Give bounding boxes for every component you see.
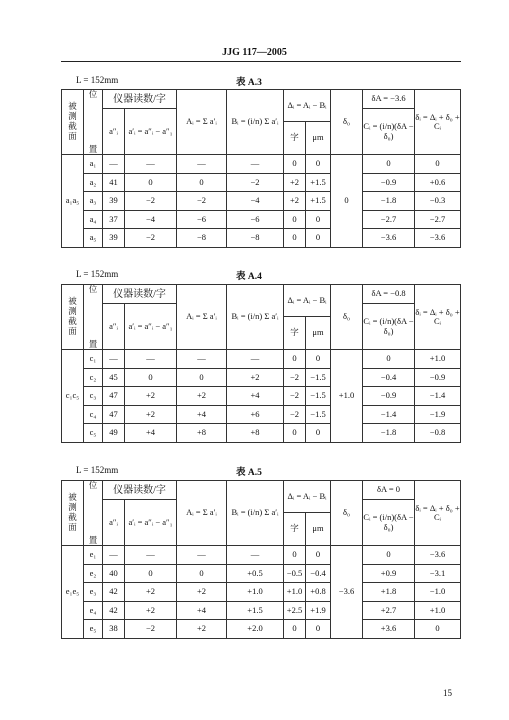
row-corrected: −2 bbox=[125, 229, 177, 248]
deltaA-header: δA = 0 bbox=[363, 481, 415, 500]
row-raw: — bbox=[103, 350, 125, 369]
row-A: — bbox=[177, 155, 227, 174]
row-A: 0 bbox=[177, 564, 227, 583]
delta0-value: +1.0 bbox=[331, 350, 363, 443]
deltaA-header: δA = −3.6 bbox=[363, 90, 415, 109]
row-B: — bbox=[227, 546, 284, 565]
row-position: c₃ bbox=[84, 387, 103, 406]
row-delta-um: 0 bbox=[306, 229, 331, 248]
row-delta-um: 0 bbox=[306, 424, 331, 443]
row-position: e₃ bbox=[84, 583, 103, 602]
row-A: +2 bbox=[177, 583, 227, 602]
delta-um-header: μm bbox=[306, 122, 331, 155]
C-header: Cᵢ = (i/n)(δA − δ₀) bbox=[363, 500, 415, 546]
document-header: JJG 117—2005 bbox=[222, 47, 287, 58]
row-delta-zi: +2.5 bbox=[284, 601, 306, 620]
page-number: 15 bbox=[443, 688, 452, 698]
delta0-value: −3.6 bbox=[331, 546, 363, 639]
row-position: a₅ bbox=[84, 229, 103, 248]
row-delta-um: +1.5 bbox=[306, 192, 331, 211]
delta0-header: δ₀ bbox=[331, 481, 363, 546]
B-header: Bᵢ = (i/n) Σ a′ᵢ bbox=[227, 285, 284, 350]
row-position: a₂ bbox=[84, 173, 103, 192]
row-delta-zi: 0 bbox=[284, 546, 306, 565]
row-delta-um: −1.5 bbox=[306, 405, 331, 424]
row-C: 0 bbox=[363, 350, 415, 369]
delta-i-header: δᵢ = Δᵢ + δ₀ + Cᵢ bbox=[415, 90, 461, 155]
row-B: −6 bbox=[227, 210, 284, 229]
reading-group-header: 仪器读数/字 bbox=[103, 285, 177, 304]
row-delta-i: −1.4 bbox=[415, 387, 461, 406]
row-B: −4 bbox=[227, 192, 284, 211]
delta-group-header: Δᵢ = Aᵢ − Bᵢ bbox=[284, 285, 331, 317]
row-corrected: +2 bbox=[125, 387, 177, 406]
table-row bbox=[62, 583, 461, 602]
row-A: +4 bbox=[177, 601, 227, 620]
row-raw: 39 bbox=[103, 192, 125, 211]
table-row bbox=[62, 173, 461, 192]
delta-zi-header: 字 bbox=[284, 122, 306, 155]
deltaA-header: δA = −0.8 bbox=[363, 285, 415, 304]
delta0-value: 0 bbox=[331, 155, 363, 248]
row-C: +3.6 bbox=[363, 620, 415, 639]
row-delta-i: −1.0 bbox=[415, 583, 461, 602]
reading-raw-header: a″ᵢ bbox=[103, 500, 125, 546]
table-row bbox=[62, 387, 461, 406]
row-C: −1.4 bbox=[363, 405, 415, 424]
row-C: −3.6 bbox=[363, 229, 415, 248]
table-row bbox=[62, 546, 461, 565]
row-delta-zi: −2 bbox=[284, 368, 306, 387]
row-A: +8 bbox=[177, 424, 227, 443]
row-corrected: −4 bbox=[125, 210, 177, 229]
row-delta-zi: 0 bbox=[284, 350, 306, 369]
row-delta-um: 0 bbox=[306, 546, 331, 565]
row-delta-i: −3.6 bbox=[415, 546, 461, 565]
row-A: 0 bbox=[177, 173, 227, 192]
row-corrected: +2 bbox=[125, 405, 177, 424]
table-row bbox=[62, 350, 461, 369]
delta-group-header: Δᵢ = Aᵢ − Bᵢ bbox=[284, 481, 331, 513]
row-position: c₂ bbox=[84, 368, 103, 387]
row-A: −6 bbox=[177, 210, 227, 229]
row-raw: 42 bbox=[103, 583, 125, 602]
row-B: +8 bbox=[227, 424, 284, 443]
row-A: −2 bbox=[177, 192, 227, 211]
delta0-header: δ₀ bbox=[331, 285, 363, 350]
row-raw: 37 bbox=[103, 210, 125, 229]
row-delta-i: −0.9 bbox=[415, 368, 461, 387]
reading-group-header: 仪器读数/字 bbox=[103, 481, 177, 500]
row-delta-zi: −2 bbox=[284, 387, 306, 406]
row-B: +0.5 bbox=[227, 564, 284, 583]
row-C: +2.7 bbox=[363, 601, 415, 620]
row-position: e₁ bbox=[84, 546, 103, 565]
row-B: +2 bbox=[227, 368, 284, 387]
row-C: +0.9 bbox=[363, 564, 415, 583]
row-B: — bbox=[227, 155, 284, 174]
position-header: 位 置 bbox=[84, 481, 103, 546]
row-C: +1.8 bbox=[363, 583, 415, 602]
row-position: e₅ bbox=[84, 620, 103, 639]
row-corrected: — bbox=[125, 546, 177, 565]
table-title: 表 A.4 bbox=[236, 272, 262, 282]
row-raw: — bbox=[103, 155, 125, 174]
table-row bbox=[62, 405, 461, 424]
delta0-header: δ₀ bbox=[331, 90, 363, 155]
delta-zi-header: 字 bbox=[284, 317, 306, 350]
row-delta-zi: +1.0 bbox=[284, 583, 306, 602]
delta-group-header: Δᵢ = Aᵢ − Bᵢ bbox=[284, 90, 331, 122]
row-delta-zi: 0 bbox=[284, 155, 306, 174]
table-row bbox=[62, 155, 461, 174]
row-position: a₄ bbox=[84, 210, 103, 229]
row-corrected: 0 bbox=[125, 368, 177, 387]
row-delta-um: 0 bbox=[306, 155, 331, 174]
row-A: — bbox=[177, 546, 227, 565]
row-delta-zi: 0 bbox=[284, 424, 306, 443]
row-B: +2.0 bbox=[227, 620, 284, 639]
B-header: Bᵢ = (i/n) Σ a′ᵢ bbox=[227, 90, 284, 155]
measured-section-header: 被 测 截 面 bbox=[62, 90, 84, 155]
row-raw: 45 bbox=[103, 368, 125, 387]
row-C: −0.4 bbox=[363, 368, 415, 387]
A-header: Aᵢ = Σ a′ᵢ bbox=[177, 285, 227, 350]
row-delta-zi: 0 bbox=[284, 229, 306, 248]
row-corrected: +4 bbox=[125, 424, 177, 443]
C-header: Cᵢ = (i/n)(δA − δ₀) bbox=[363, 109, 415, 155]
row-delta-um: 0 bbox=[306, 210, 331, 229]
row-position: c₅ bbox=[84, 424, 103, 443]
row-delta-zi: +2 bbox=[284, 192, 306, 211]
row-A: — bbox=[177, 350, 227, 369]
row-corrected: −2 bbox=[125, 620, 177, 639]
row-raw: 42 bbox=[103, 601, 125, 620]
section-label: c₁c₅ bbox=[62, 350, 84, 443]
row-delta-zi: −2 bbox=[284, 405, 306, 424]
row-A: −8 bbox=[177, 229, 227, 248]
table-row bbox=[62, 210, 461, 229]
row-position: e₄ bbox=[84, 601, 103, 620]
row-delta-um: −1.5 bbox=[306, 387, 331, 406]
measured-section-header: 被 测 截 面 bbox=[62, 285, 84, 350]
row-delta-i: +1.0 bbox=[415, 350, 461, 369]
row-delta-um: +1.5 bbox=[306, 173, 331, 192]
row-A: 0 bbox=[177, 368, 227, 387]
position-header: 位 置 bbox=[84, 90, 103, 155]
row-delta-um: +1.9 bbox=[306, 601, 331, 620]
row-raw: 39 bbox=[103, 229, 125, 248]
row-A: +4 bbox=[177, 405, 227, 424]
row-C: 0 bbox=[363, 155, 415, 174]
row-A: +2 bbox=[177, 387, 227, 406]
data-table bbox=[61, 480, 461, 639]
row-C: 0 bbox=[363, 546, 415, 565]
row-delta-um: +0.8 bbox=[306, 583, 331, 602]
table-row bbox=[62, 620, 461, 639]
row-delta-um: −1.5 bbox=[306, 368, 331, 387]
section-label: a₁a₅ bbox=[62, 155, 84, 248]
row-raw: 47 bbox=[103, 387, 125, 406]
delta-um-header: μm bbox=[306, 317, 331, 350]
row-corrected: — bbox=[125, 350, 177, 369]
row-corrected: 0 bbox=[125, 173, 177, 192]
row-delta-zi: 0 bbox=[284, 210, 306, 229]
row-delta-i: −2.7 bbox=[415, 210, 461, 229]
B-header: Bᵢ = (i/n) Σ a′ᵢ bbox=[227, 481, 284, 546]
delta-i-header: δᵢ = Δᵢ + δ₀ + Cᵢ bbox=[415, 481, 461, 546]
C-header: Cᵢ = (i/n)(δA − δ₀) bbox=[363, 304, 415, 350]
table-row bbox=[62, 229, 461, 248]
row-delta-zi: +2 bbox=[284, 173, 306, 192]
row-B: +4 bbox=[227, 387, 284, 406]
reading-raw-header: a″ᵢ bbox=[103, 109, 125, 155]
row-delta-i: −1.9 bbox=[415, 405, 461, 424]
table-row bbox=[62, 424, 461, 443]
delta-um-header: μm bbox=[306, 513, 331, 546]
row-corrected: 0 bbox=[125, 564, 177, 583]
section-label: e₁e₅ bbox=[62, 546, 84, 639]
row-position: c₄ bbox=[84, 405, 103, 424]
measured-section-header: 被 测 截 面 bbox=[62, 481, 84, 546]
row-B: −2 bbox=[227, 173, 284, 192]
table-row bbox=[62, 192, 461, 211]
row-delta-um: −0.4 bbox=[306, 564, 331, 583]
row-corrected: — bbox=[125, 155, 177, 174]
row-C: −0.9 bbox=[363, 387, 415, 406]
row-B: +1.0 bbox=[227, 583, 284, 602]
data-table bbox=[61, 284, 461, 443]
header-rule bbox=[61, 61, 461, 62]
row-position: a₃ bbox=[84, 192, 103, 211]
row-corrected: +2 bbox=[125, 601, 177, 620]
row-raw: 47 bbox=[103, 405, 125, 424]
row-delta-um: 0 bbox=[306, 350, 331, 369]
row-raw: 38 bbox=[103, 620, 125, 639]
delta-zi-header: 字 bbox=[284, 513, 306, 546]
reading-group-header: 仪器读数/字 bbox=[103, 90, 177, 109]
table-row bbox=[62, 368, 461, 387]
table-title: 表 A.5 bbox=[236, 468, 262, 478]
row-delta-i: 0 bbox=[415, 155, 461, 174]
table-row bbox=[62, 601, 461, 620]
row-delta-zi: −0.5 bbox=[284, 564, 306, 583]
row-delta-i: −0.8 bbox=[415, 424, 461, 443]
row-delta-i: +0.6 bbox=[415, 173, 461, 192]
row-A: +2 bbox=[177, 620, 227, 639]
row-C: −1.8 bbox=[363, 424, 415, 443]
row-B: +1.5 bbox=[227, 601, 284, 620]
reading-corrected-header: a′ᵢ = a″ᵢ − a″₁ bbox=[125, 500, 177, 546]
position-header: 位 置 bbox=[84, 285, 103, 350]
row-corrected: −2 bbox=[125, 192, 177, 211]
row-raw: 40 bbox=[103, 564, 125, 583]
length-label: L = 152mm bbox=[76, 465, 119, 475]
reading-raw-header: a″ᵢ bbox=[103, 304, 125, 350]
row-C: −0.9 bbox=[363, 173, 415, 192]
row-position: a₁ bbox=[84, 155, 103, 174]
row-delta-i: 0 bbox=[415, 620, 461, 639]
row-B: −8 bbox=[227, 229, 284, 248]
A-header: Aᵢ = Σ a′ᵢ bbox=[177, 90, 227, 155]
row-delta-i: +1.0 bbox=[415, 601, 461, 620]
delta-i-header: δᵢ = Δᵢ + δ₀ + Cᵢ bbox=[415, 285, 461, 350]
row-raw: — bbox=[103, 546, 125, 565]
row-delta-zi: 0 bbox=[284, 620, 306, 639]
row-position: c₁ bbox=[84, 350, 103, 369]
table-title: 表 A.3 bbox=[236, 78, 262, 88]
row-delta-i: −3.1 bbox=[415, 564, 461, 583]
row-raw: 49 bbox=[103, 424, 125, 443]
row-position: e₂ bbox=[84, 564, 103, 583]
length-label: L = 152mm bbox=[76, 75, 119, 85]
reading-corrected-header: a′ᵢ = a″ᵢ − a″₁ bbox=[125, 304, 177, 350]
row-delta-i: −3.6 bbox=[415, 229, 461, 248]
A-header: Aᵢ = Σ a′ᵢ bbox=[177, 481, 227, 546]
table-row bbox=[62, 564, 461, 583]
row-B: +6 bbox=[227, 405, 284, 424]
length-label: L = 152mm bbox=[76, 269, 119, 279]
row-corrected: +2 bbox=[125, 583, 177, 602]
data-table bbox=[61, 89, 461, 248]
reading-corrected-header: a′ᵢ = a″ᵢ − a″₁ bbox=[125, 109, 177, 155]
row-raw: 41 bbox=[103, 173, 125, 192]
row-delta-um: 0 bbox=[306, 620, 331, 639]
row-C: −1.8 bbox=[363, 192, 415, 211]
row-B: — bbox=[227, 350, 284, 369]
row-C: −2.7 bbox=[363, 210, 415, 229]
row-delta-i: −0.3 bbox=[415, 192, 461, 211]
